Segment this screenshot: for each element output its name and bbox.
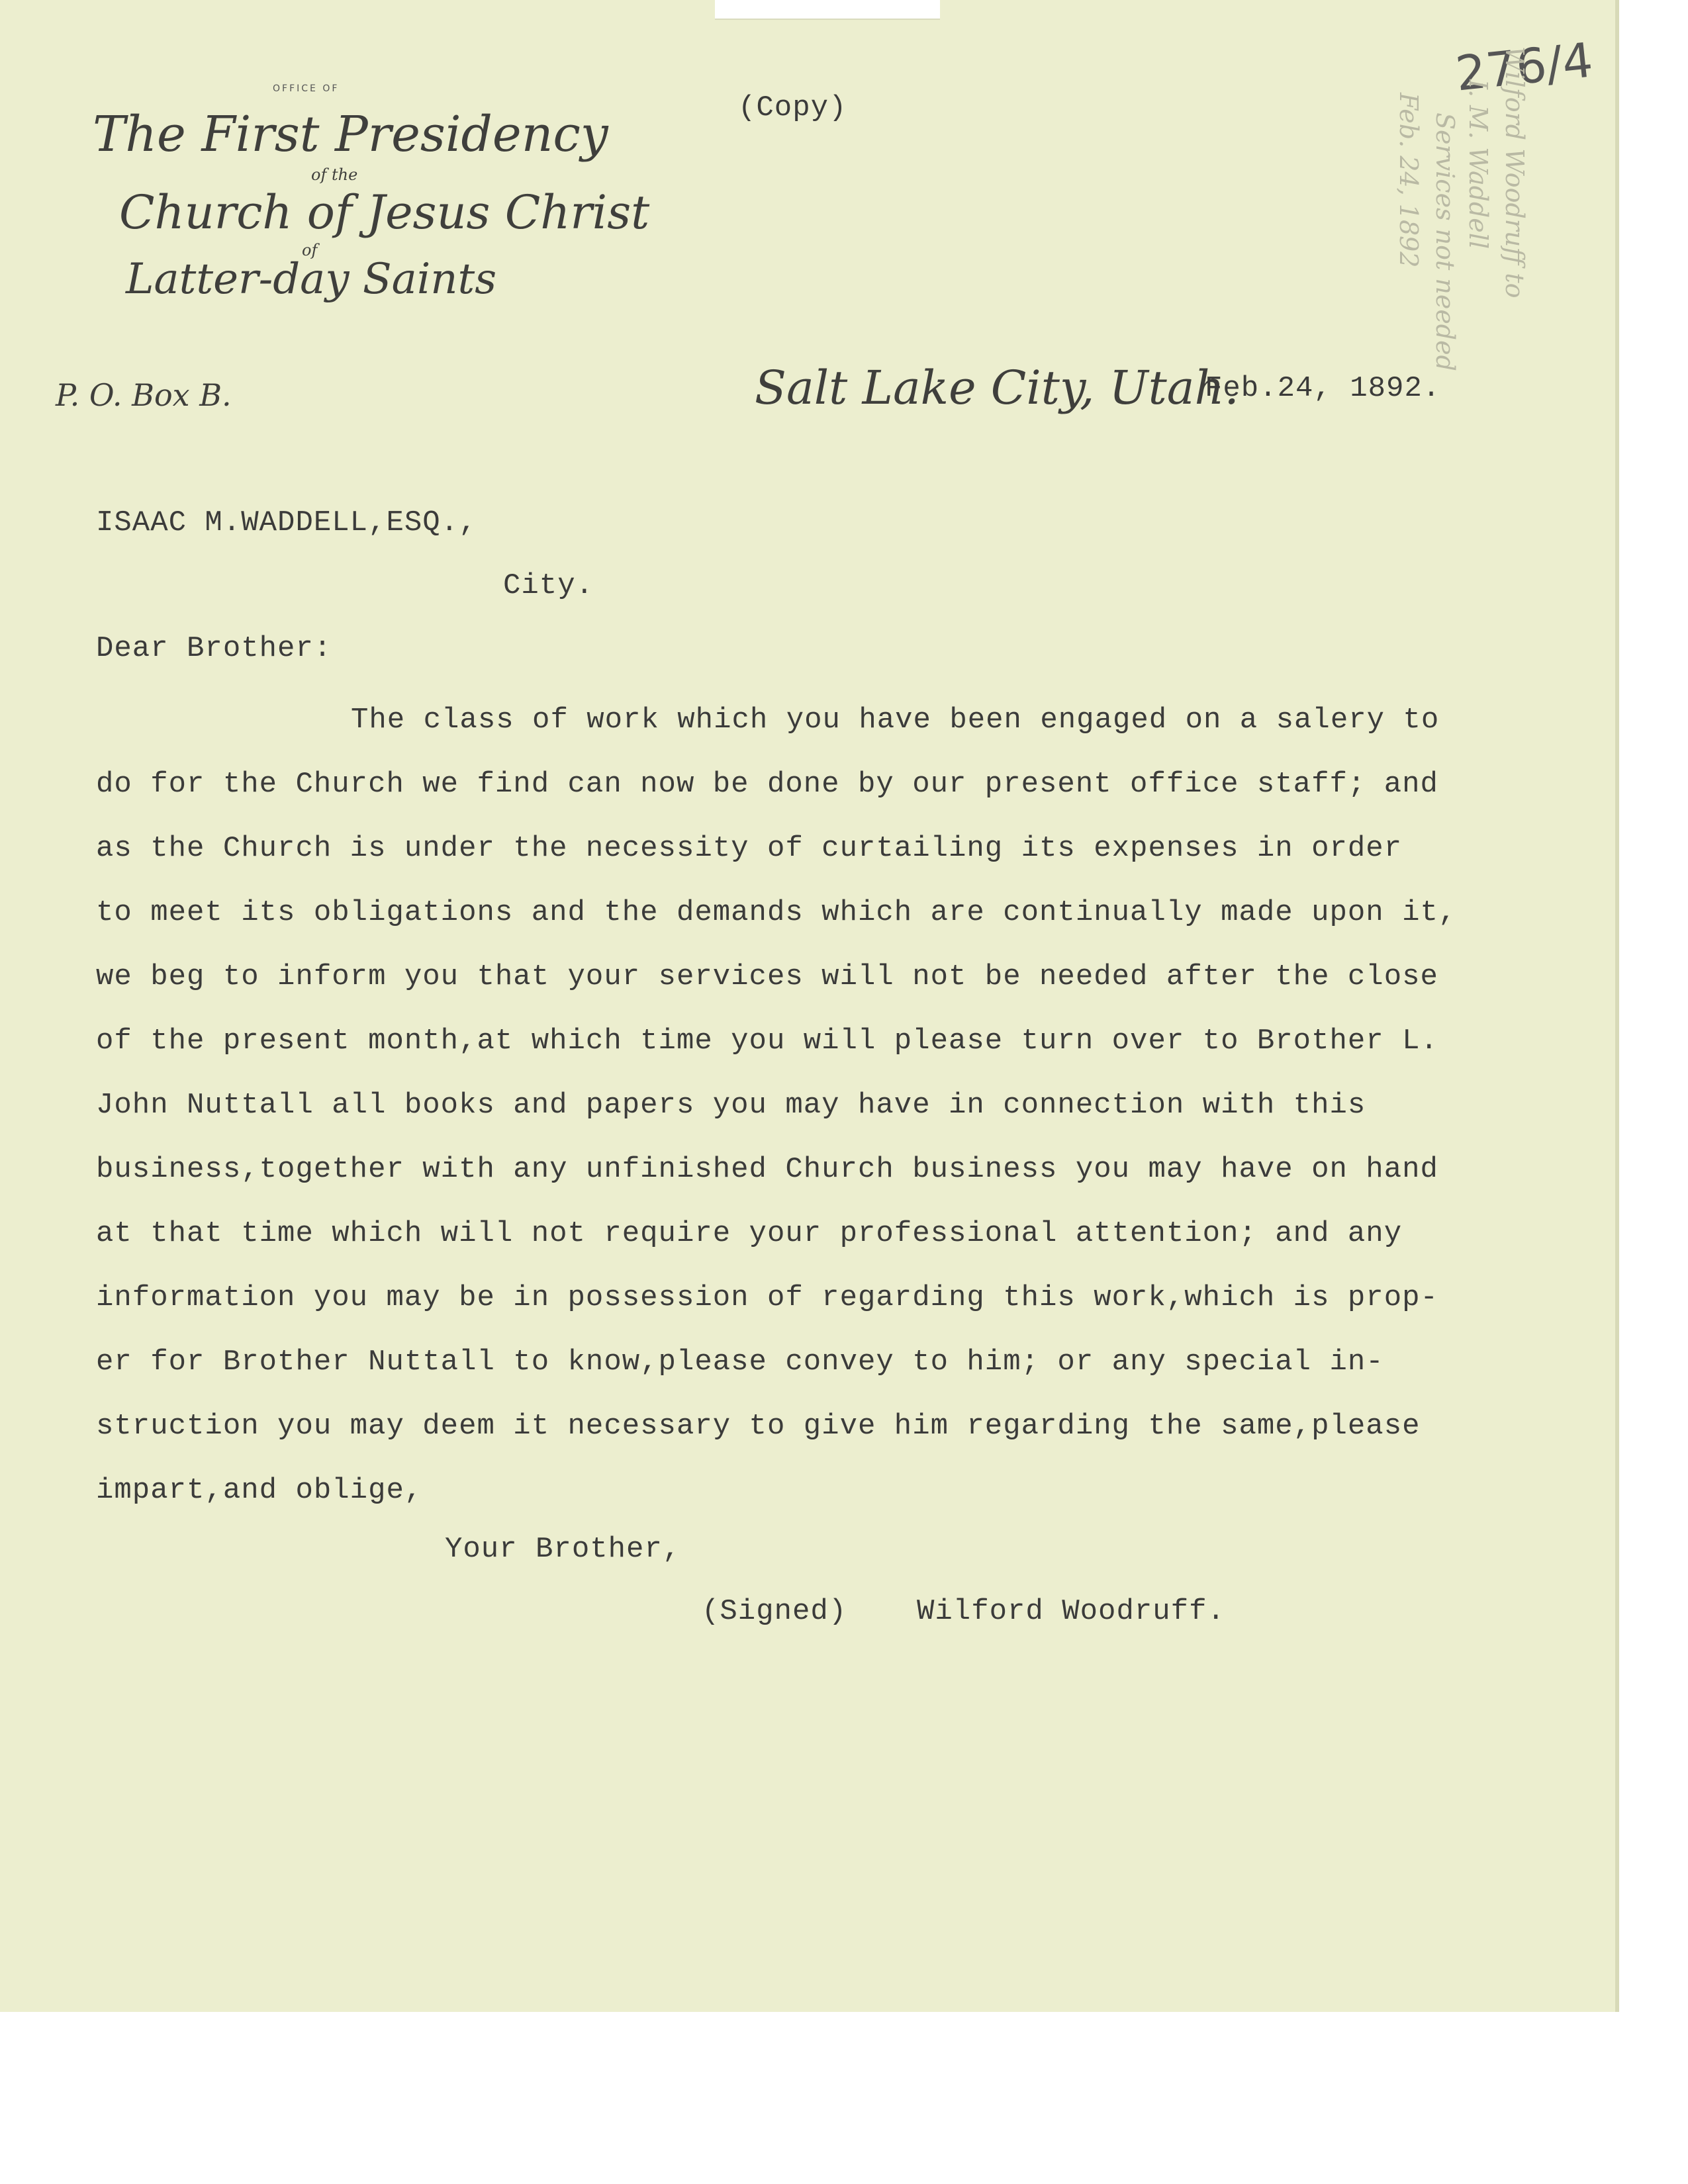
body-line: John Nuttall all books and papers you may have in connection with this [96, 1089, 1366, 1122]
body-line: as the Church is under the necessity of curtailing its expenses in order [96, 832, 1403, 865]
body-line: business,together with any unfinished Church business you may have on hand [96, 1153, 1438, 1186]
letter-date: Feb.24, 1892. [1205, 372, 1441, 405]
letterhead-line1: The First Presidency [93, 106, 608, 163]
letterhead-line3: Latter-day Saints [126, 255, 497, 304]
torn-edge [715, 0, 940, 20]
letterhead-place: Salt Lake City, Utah. [755, 361, 1239, 415]
archive-number: 276/4 [1453, 32, 1596, 102]
letter-body [96, 688, 1552, 1523]
closing: Your Brother, [445, 1533, 681, 1566]
pencil-note: I. M. Waddell [1464, 79, 1493, 250]
letterhead-office-of: OFFICE OF [273, 83, 340, 94]
body-line: to meet its obligations and the demands which are continually made upon it, [96, 896, 1457, 929]
body-line: struction you may deem it necessary to give him regarding the same,please [96, 1410, 1421, 1443]
pencil-note: Feb. 24, 1892 [1394, 93, 1423, 268]
letterhead-of-the: of the [311, 165, 358, 184]
signed-label: (Signed) [702, 1595, 847, 1628]
copy-mark: (Copy) [738, 91, 847, 124]
body-line: at that time which will not require your professional attention; and any [96, 1217, 1403, 1250]
addressee-city: City. [503, 569, 594, 602]
body-line: impart,and oblige, [96, 1474, 423, 1507]
body-line: we beg to inform you that your services will not be needed after the close [96, 960, 1438, 993]
body-line: The class of work which you have been engaged on a salery to [351, 704, 1440, 737]
addressee: ISAAC M.WADDELL,ESQ., [96, 506, 477, 539]
signer-name: Wilford Woodruff. [917, 1595, 1225, 1628]
letterhead-line2: Church of Jesus Christ [119, 185, 650, 240]
letterhead-po-box: P. O. Box B. [56, 377, 232, 413]
body-line: of the present month,at which time you will please turn over to Brother L. [96, 1024, 1438, 1058]
pencil-note: Services not needed [1430, 113, 1460, 371]
body-line: er for Brother Nuttall to know,please convey to him; or any special in- [96, 1345, 1384, 1379]
body-line: do for the Church we find can now be done by our present office staff; and [96, 768, 1438, 801]
letterhead-of: of [302, 241, 318, 259]
salutation: Dear Brother: [96, 632, 332, 665]
pencil-note: Wilford Woodruff to [1500, 46, 1529, 298]
body-line: information you may be in possession of regarding this work,which is prop- [96, 1281, 1438, 1314]
